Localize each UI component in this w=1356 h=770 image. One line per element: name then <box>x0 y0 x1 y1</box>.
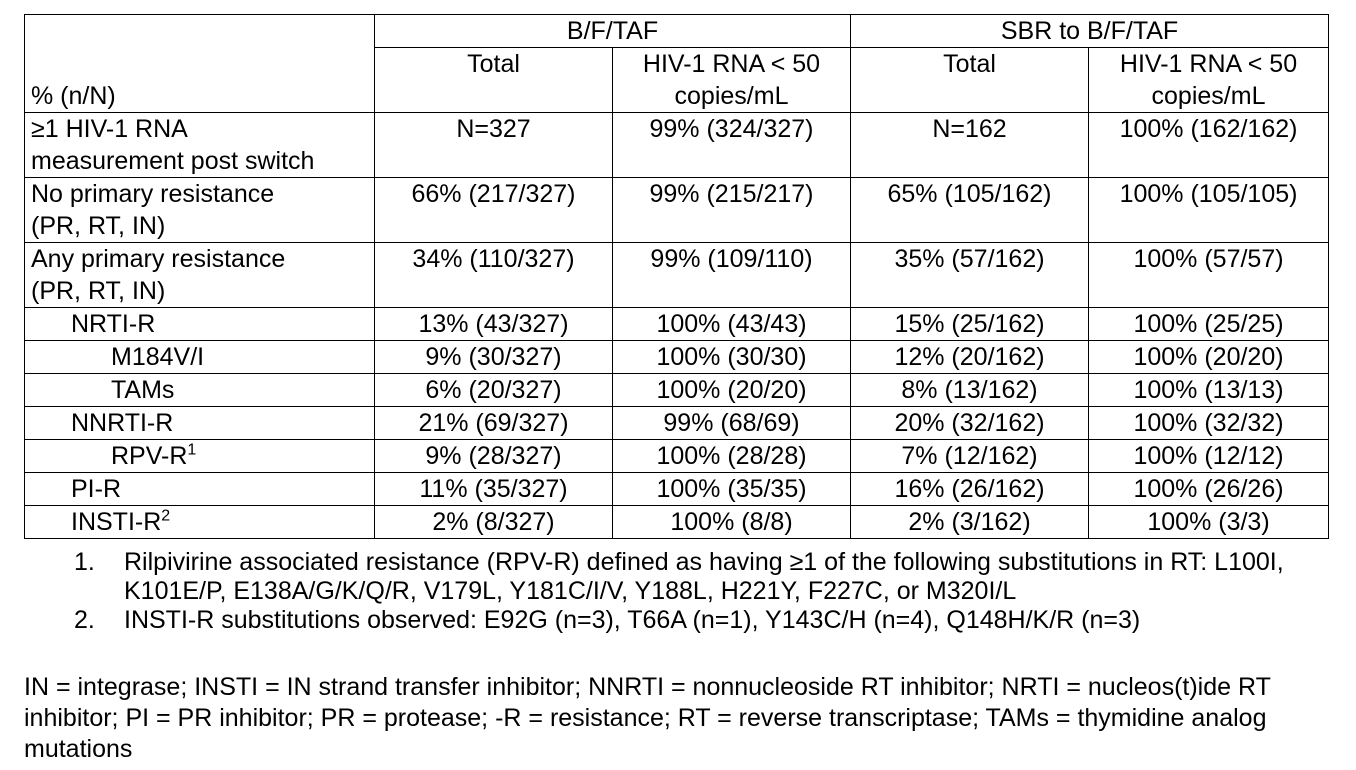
cell: 99% (68/69) <box>613 407 851 440</box>
table-row <box>25 374 1329 407</box>
footnotes <box>74 548 1304 635</box>
table-row <box>25 178 1329 243</box>
header-group-row <box>25 15 1329 48</box>
cell: 100% (43/43) <box>613 308 851 341</box>
row-label: TAMs <box>25 374 375 407</box>
footnote-item <box>74 548 1304 606</box>
cell: N=162 <box>851 113 1089 178</box>
cell: 9% (28/327) <box>375 440 613 473</box>
header-corner: % (n/N) <box>25 15 375 113</box>
cell: 100% (13/13) <box>1089 374 1329 407</box>
table-row <box>25 440 1329 473</box>
footnote-number: 1. <box>74 548 95 576</box>
cell: 65% (105/162) <box>851 178 1089 243</box>
cell: N=327 <box>375 113 613 178</box>
table-row <box>25 407 1329 440</box>
row-label: M184V/I <box>25 341 375 374</box>
cell: 100% (105/105) <box>1089 178 1329 243</box>
cell: 99% (215/217) <box>613 178 851 243</box>
cell: 34% (110/327) <box>375 243 613 308</box>
cell: 15% (25/162) <box>851 308 1089 341</box>
footnote-text: Rilpivirine associated resistance (RPV-R) defined as having ≥1 of the following substitutions in RT: L100I, K101E/P, E138A/G/K/Q/R, V179L, Y181C/I/V, Y188L, H221Y, F227C, or M320I/L <box>124 548 1284 605</box>
table-row <box>25 308 1329 341</box>
footnote-ref: 2 <box>161 507 171 525</box>
table-row <box>25 243 1329 308</box>
cell: 8% (13/162) <box>851 374 1089 407</box>
cell: 12% (20/162) <box>851 341 1089 374</box>
cell: 100% (26/26) <box>1089 473 1329 506</box>
cell: 6% (20/327) <box>375 374 613 407</box>
header-sbr-to-bftaf: SBR to B/F/TAF <box>851 15 1329 48</box>
cell: 99% (109/110) <box>613 243 851 308</box>
cell: 100% (3/3) <box>1089 506 1329 539</box>
cell: 100% (25/25) <box>1089 308 1329 341</box>
row-label: RPV-$R^1$ <box>25 440 375 473</box>
cell: 100% (32/32) <box>1089 407 1329 440</box>
cell: 13% (43/327) <box>375 308 613 341</box>
cell: 100% (30/30) <box>613 341 851 374</box>
footnote-text: INSTI-R substitutions observed: E92G (n=3), T66A (n=1), Y143C/H (n=4), Q148H/K/R (n=3) <box>124 606 1141 634</box>
cell: 20% (32/162) <box>851 407 1089 440</box>
header-rna-1: HIV-1 RNA < 50 copies/mL <box>613 48 851 113</box>
table-row <box>25 341 1329 374</box>
footnote-ref: 1 <box>187 441 197 459</box>
cell: 66% (217/327) <box>375 178 613 243</box>
cell: 99% (324/327) <box>613 113 851 178</box>
cell: 9% (30/327) <box>375 341 613 374</box>
table-row <box>25 113 1329 178</box>
cell: 11% (35/327) <box>375 473 613 506</box>
cell: 100% (12/12) <box>1089 440 1329 473</box>
cell: 7% (12/162) <box>851 440 1089 473</box>
cell: 100% (20/20) <box>1089 341 1329 374</box>
header-rna-2: HIV-1 RNA < 50 copies/mL <box>1089 48 1329 113</box>
table-row <box>25 506 1329 539</box>
row-label: ≥1 HIV-1 RNA measurement post switch <box>25 113 375 178</box>
row-label: PI-R <box>25 473 375 506</box>
cell: 100% (28/28) <box>613 440 851 473</box>
cell: 2% (3/162) <box>851 506 1089 539</box>
cell: 21% (69/327) <box>375 407 613 440</box>
cell: 100% (57/57) <box>1089 243 1329 308</box>
row-label: INSTI-$R^2$ <box>25 506 375 539</box>
cell: 100% (8/8) <box>613 506 851 539</box>
header-bftaf: B/F/TAF <box>375 15 851 48</box>
row-label: NNRTI-R <box>25 407 375 440</box>
abbreviations-note: IN = integrase; INSTI = IN strand transfer inhibitor; NNRTI = nonnucleoside RT inhibitor; NRTI = nucleos(t)ide RT inhibitor; PI = PR inhibitor; PR = protease; -R = resistance; RT = reverse transcriptase; TAMs = thymidine analog mutations <box>24 673 1271 763</box>
cell: 35% (57/162) <box>851 243 1089 308</box>
row-label: NRTI-R <box>25 308 375 341</box>
row-label: No primary resistance (PR, RT, IN) <box>25 178 375 243</box>
header-total-1: Total <box>375 48 613 113</box>
cell: 100% (20/20) <box>613 374 851 407</box>
cell: 2% (8/327) <box>375 506 613 539</box>
header-total-2: Total <box>851 48 1089 113</box>
footnote-number: 2. <box>74 606 95 634</box>
cell: 100% (162/162) <box>1089 113 1329 178</box>
cell: 16% (26/162) <box>851 473 1089 506</box>
table-row <box>25 473 1329 506</box>
footnote-item <box>74 606 1304 635</box>
resistance-table <box>24 14 1329 539</box>
row-label: Any primary resistance (PR, RT, IN) <box>25 243 375 308</box>
cell: 100% (35/35) <box>613 473 851 506</box>
